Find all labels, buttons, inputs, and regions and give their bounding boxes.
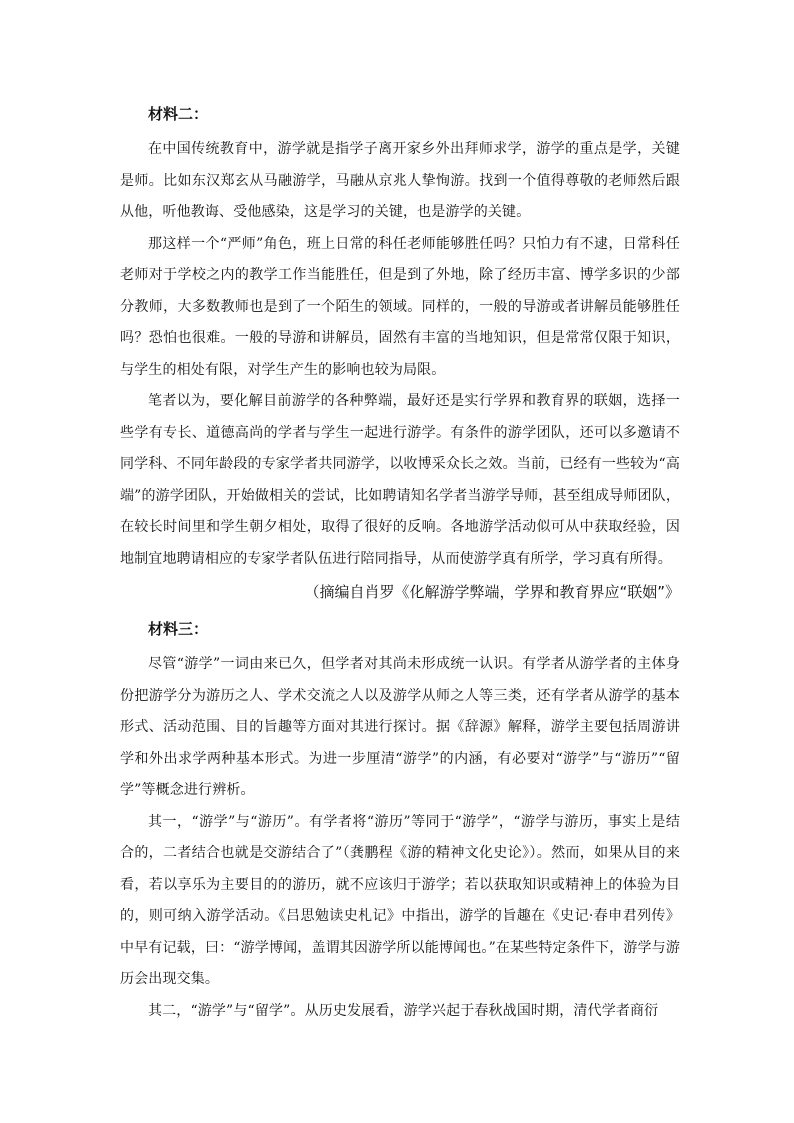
material-two-heading: 材料二： — [148, 105, 209, 123]
material-two-section — [120, 94, 680, 609]
material-three-paragraph-2: 其一，“游学”与“游历”。有学者将“游历”等同于“游学”，“游学与游历，事实上是结合的，二者结合也就是交游结合了”（龚鹏程《游的精神文化史论》）。然而，如果从目的来看，若以享乐为主要目的的游历，就不应该归于游学；若以获取知识或精神上的体验为目的，则可纳入游学活动。《吕思勉读史札记》中指出，游学的旨趣在《史记·春申君列传》中早有记载，曰：“游学博闻，盖谓其因游学所以能博闻也。”在某些特定条件下，游学与游历会出现交集。 — [120, 813, 680, 987]
material-two-citation: （摘编自肖罗《化解游学弊端，学界和教育界应“联姻”》 — [304, 583, 680, 601]
material-three-heading: 材料三： — [148, 620, 209, 638]
document-body — [120, 94, 680, 1027]
material-two-paragraph-3: 笔者以为，要化解目前游学的各种弊端，最好还是实行学界和教育界的联姻，选择一些学有专长、道德高尚的学者与学生一起进行游学。有条件的游学团队，还可以多邀请不同学科、不同年龄段的专家学者共同游学，以收博采众长之效。当前，已经有一些较为“高端”的游学团队，开始做相关的尝试，比如聘请知名学者当游学导师，甚至组成导师团队，在较长时间里和学生朝夕相处，取得了很好的反响。各地游学活动似可从中获取经验，因地制宜地聘请相应的专家学者队伍进行陪同指导，从而使游学真有所学，学习真有所得。 — [120, 393, 680, 567]
material-two-paragraph-1: 在中国传统教育中，游学就是指学子离开家乡外出拜师求学，游学的重点是学，关键是师。比如东汉郑玄从马融游学，马融从京兆人挚恂游。找到一个值得尊敬的老师然后跟从他，听他教诲、受他感染，这是学习的关键，也是游学的关键。 — [120, 141, 680, 220]
material-three-paragraph-1: 尽管“游学”一词由来已久，但学者对其尚未形成统一认识。有学者从游学者的主体身份把游学分为游历之人、学术交流之人以及游学从师之人等三类，还有学者从游学的基本形式、活动范围、目的旨趣等方面对其进行探讨。据《辞源》解释，游学主要包括周游讲学和外出求学两种基本形式。为进一步厘清“游学”的内涵，有必要对“游学”与“游历”“留学”等概念进行辨析。 — [120, 656, 680, 798]
material-two-paragraph-2: 那这样一个“严师”角色，班上日常的科任老师能够胜任吗？只怕力有不逮，日常科任老师对于学校之内的教学工作当能胜任，但是到了外地，除了经历丰富、博学多识的少部分教师，大多数教师也是到了一个陌生的领域。同样的，一般的导游或者讲解员能够胜任吗？恐怕也很难。一般的导游和讲解员，固然有丰富的当地知识，但是常常仅限于知识，与学生的相处有限，对学生产生的影响也较为局限。 — [120, 235, 680, 378]
material-three-paragraph-3: 其二，“游学”与“留学”。从历史发展看，游学兴起于春秋战国时期，清代学者商衍 — [148, 1002, 659, 1019]
material-three-section — [120, 609, 680, 1027]
